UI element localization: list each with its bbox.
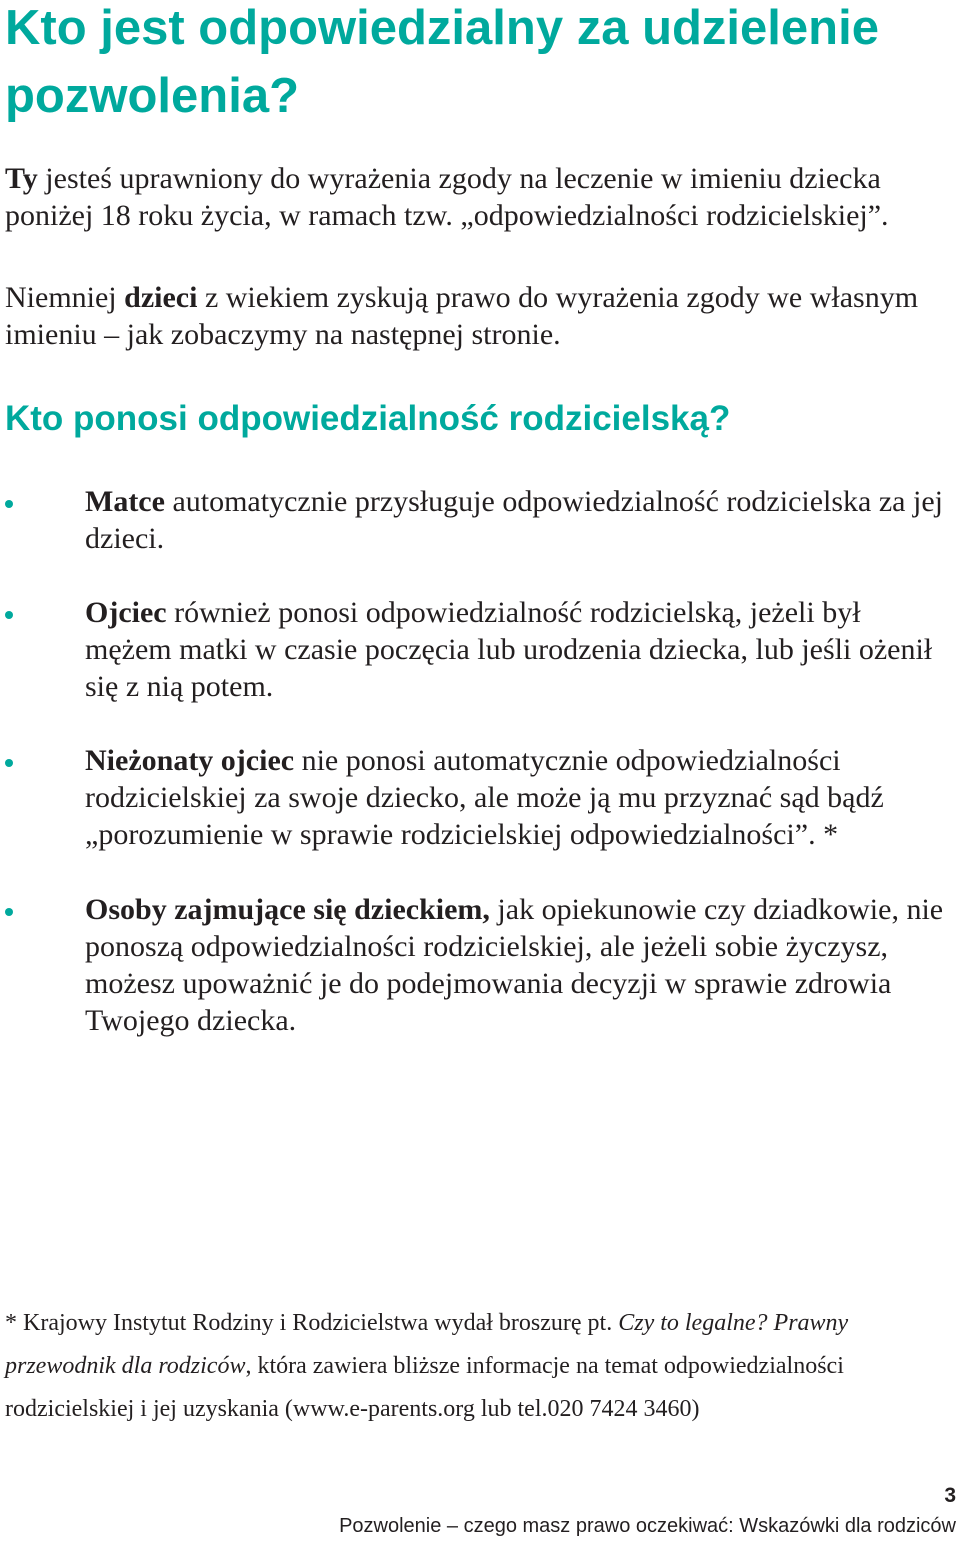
- bullet-bold: Osoby zajmujące się dzieckiem,: [85, 893, 490, 926]
- footnote: [5, 1302, 950, 1431]
- page-number: 3: [944, 1484, 956, 1507]
- bullet-text: [85, 742, 950, 853]
- footnote-publication-title: Czy to legalne? Prawny przewodnik dla rodziców: [5, 1310, 849, 1379]
- intro-1-text: jesteś uprawniony do wyrażenia zgody na leczenie w imieniu dziecka poniżej 18 roku życia, w ramach tzw. „odpowiedzialności rodzicielskiej”.: [5, 162, 889, 232]
- bullet-body: jak opiekunowie czy dziadkowie, nie ponoszą odpowiedzialności rodzicielskiej, ale jeżeli sobie życzysz, możesz upoważnić je do podejmowania decyzji w sprawie zdrowia Twojego dziecka.: [85, 893, 944, 1037]
- intro-2-bold: dzieci: [124, 281, 198, 314]
- intro-paragraph-2: [5, 279, 950, 353]
- bullet-icon: [5, 759, 13, 767]
- intro-1-bold: Ty: [5, 162, 38, 195]
- bullet-text: [85, 891, 950, 1039]
- bullet-bold: Matce: [85, 485, 165, 518]
- page-footer: Pozwolenie – czego masz prawo oczekiwać: Wskazówki dla rodziców: [339, 1515, 956, 1537]
- bullet-body: nie ponosi automatycznie odpowiedzialności rodzicielskiej za swoje dziecko, ale może ją mu przyznać sąd bądź „porozumienie w sprawie rodzicielskiej odpowiedzialności”. *: [85, 744, 884, 851]
- page-title: Kto jest odpowiedzialny za udzielenie pozwolenia?: [5, 1, 879, 123]
- bullet-body: również ponosi odpowiedzialność rodzicielską, jeżeli był mężem matki w czasie poczęcia lub urodzenia dziecka, lub jeśli ożenił się z nią potem.: [85, 596, 933, 703]
- intro-paragraph-1: [5, 160, 950, 234]
- bullet-body: automatycznie przysługuje odpowiedzialność rodzicielska za jej dzieci.: [85, 485, 943, 555]
- bullet-text: [85, 483, 950, 557]
- footnote-part-2: , która zawiera bliższe informacje na temat odpowiedzialności rodzicielskiej i jej uzyskania (www.e-parents.org lub tel.020 7424 3460): [5, 1353, 844, 1422]
- bullet-bold: Ojciec: [85, 596, 167, 629]
- bullet-icon: [5, 500, 13, 508]
- intro-2-lead: Niemniej: [5, 281, 125, 314]
- bullet-bold: Nieżonaty ojciec: [85, 744, 295, 777]
- bullet-icon: [5, 908, 13, 916]
- section-subtitle: Kto ponosi odpowiedzialność rodzicielską?: [5, 399, 731, 438]
- bullet-text: [85, 594, 950, 705]
- bullet-icon: [5, 611, 13, 619]
- intro-2-text: z wiekiem zyskują prawo do wyrażenia zgody we własnym imieniu – jak zobaczymy na następnej stronie.: [5, 281, 919, 351]
- footnote-part-1: * Krajowy Instytut Rodziny i Rodzicielstwa wydał broszurę pt.: [5, 1310, 619, 1336]
